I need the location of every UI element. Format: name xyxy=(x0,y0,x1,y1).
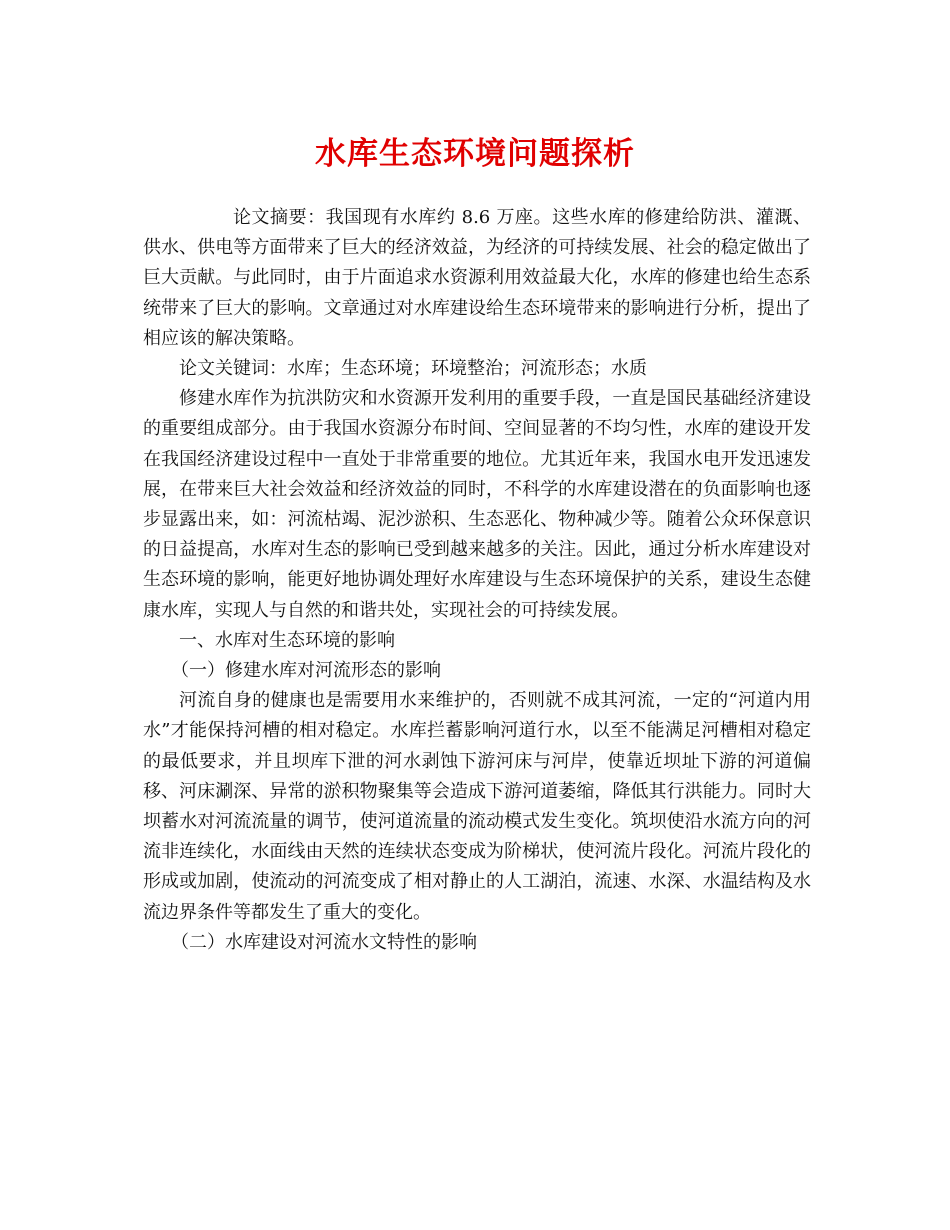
abstract-paragraph: 论文摘要：我国现有水库约 8.6 万座。这些水库的修建给防洪、灌溉、供水、供电等方面带来了巨大的经济效益，为经济的可持续发展、社会的稳定做出了巨大贡献。与此同时，由于片面追求水资源利用效益最大化，水库的修建也给生态系统带来了巨大的影响。文章通过对水库建设给生态环境带来的影响进行分析，提出了相应该的解决策略。 xyxy=(143,207,811,349)
document-body xyxy=(143,203,811,958)
subsection-heading-2: （二）水库建设对河流水文特性的影响 xyxy=(171,931,477,953)
document-title: 水库生态环境问题探析 xyxy=(315,136,635,172)
subsection-heading-1: （一）修建水库对河流形态的影响 xyxy=(171,660,441,682)
river-form-paragraph: 河流自身的健康也是需要用水来维护的，否则就不成其河流，一定的“河道内用水”才能保持河槽的相对稳定。水库拦蓄影响河道行水，以至不能满足河槽相对稳定的最低要求，并且坝库下泄的河水剥蚀下游河床与河岸，使靠近坝址下游的河道偏移、河床涮深、异常的淤积物聚集等会造成下游河道萎缩，降低其行洪能力。同时大坝蓄水对河流流量的调节，使河道流量的流动模式发生变化。筑坝使沿水流方向的河流非连续化，水面线由天然的连续状态变成为阶梯状，使河流片段化。河流片段化的形成或加剧，使流动的河流变成了相对静止的人工湖泊，流速、水深、水温结构及水流边界条件等都发生了重大的变化。 xyxy=(143,690,811,923)
keywords-paragraph: 论文关键词：水库；生态环境；环境整治；河流形态；水质 xyxy=(179,358,647,380)
intro-paragraph: 修建水库作为抗洪防灾和水资源开发利用的重要手段，一直是国民基础经济建设的重要组成部分。由于我国水资源分布时间、空间显著的不均匀性，水库的建设开发在我国经济建设过程中一直处于非常重要的地位。尤其近年来，我国水电开发迅速发展，在带来巨大社会效益和经济效益的同时，不科学的水库建设潜在的负面影响也逐步显露出来，如：河流枯竭、泥沙淤积、生态恶化、物种减少等。随着公众环保意识的日益提高，水库对生态的影响已受到越来越多的关注。因此，通过分析水库建设对生态环境的影响，能更好地协调处理好水库建设与生态环境保护的关系，建设生态健康水库，实现人与自然的和谐共处，实现社会的可持续发展。 xyxy=(143,388,811,621)
section-heading-1: 一、水库对生态环境的影响 xyxy=(179,629,395,651)
